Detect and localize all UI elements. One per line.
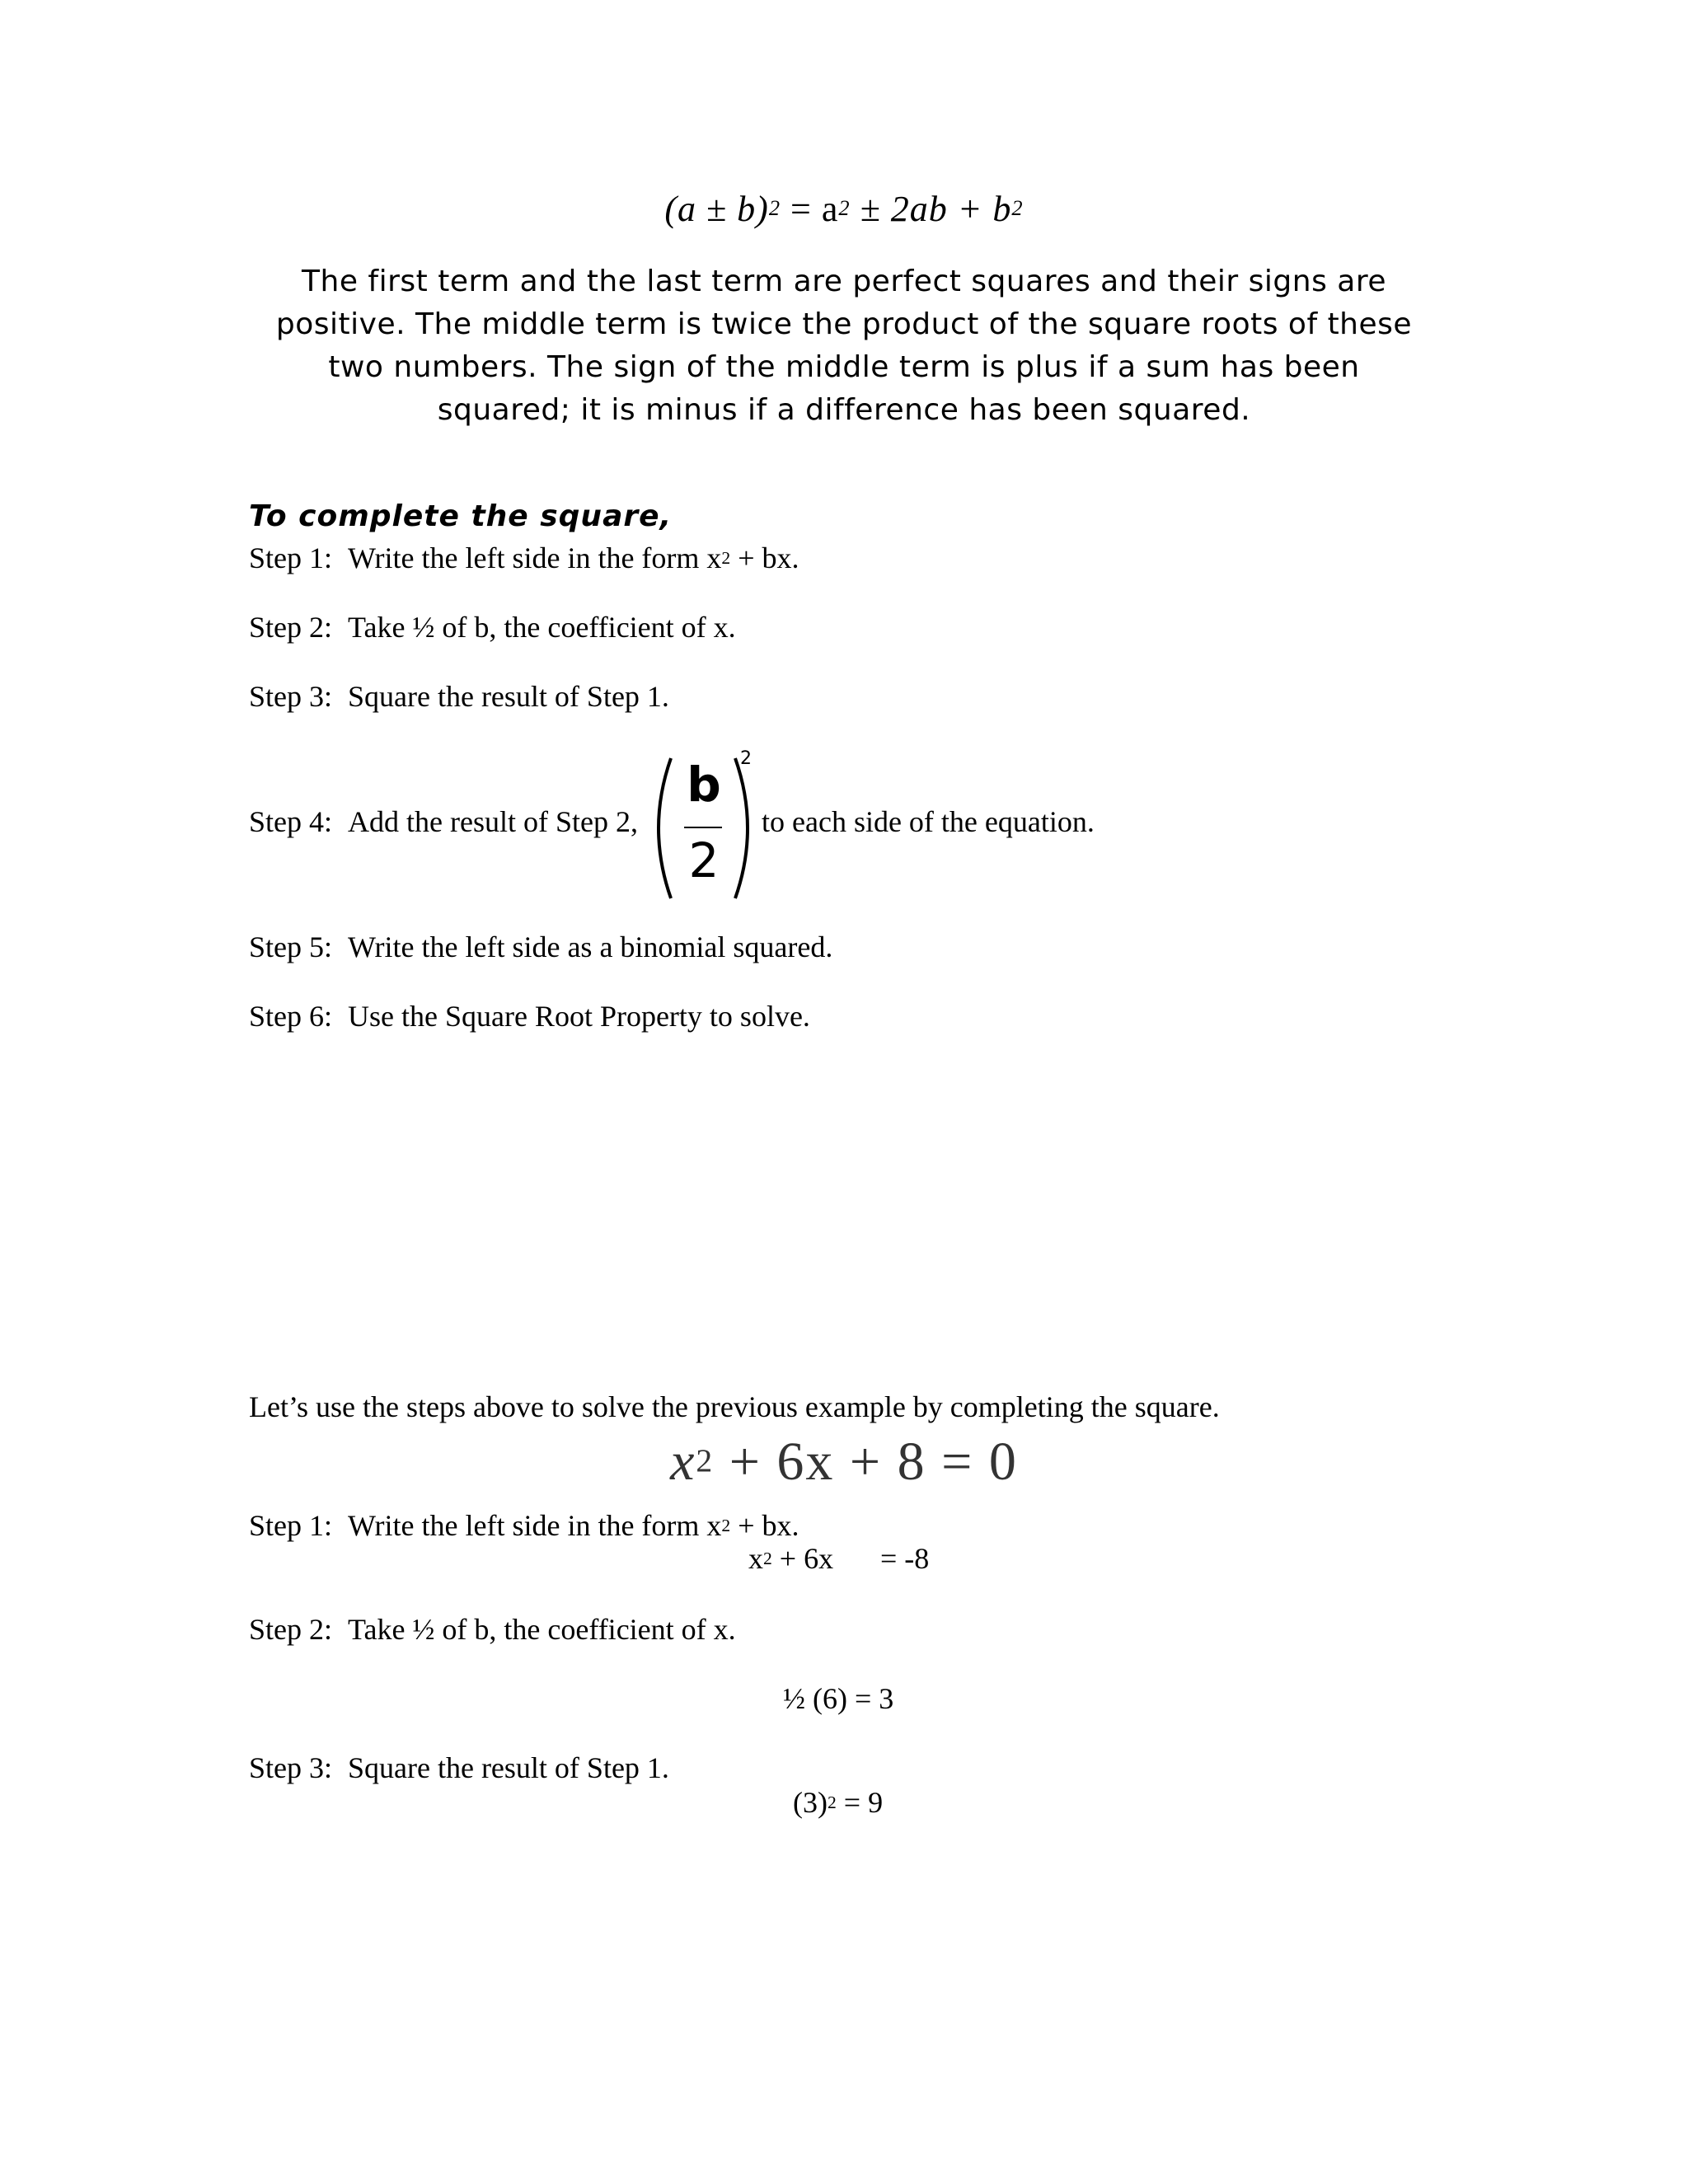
step-3: [249, 679, 669, 714]
step-1: [249, 541, 799, 575]
equation-base: x: [670, 1432, 696, 1492]
step-text: Use the Square Root Property to solve.: [348, 1000, 810, 1033]
step-text-after: + bx.: [730, 541, 799, 574]
step-text: Write the left side as a binomial squared.: [348, 930, 833, 963]
explanation-paragraph: The first term and the last term are perfect squares and their signs are positive. The middle term is twice the product of the square roots of these two numbers. The sign of the middle term is plus if a sum has been squared; it is minus if a difference has been squared.: [275, 265, 1413, 427]
example-step-1-work-right: = -8: [880, 1542, 930, 1575]
step-label: Step 2:: [249, 611, 333, 644]
example-intro: Let’s use the steps above to solve the previous example by completing the square.: [249, 1390, 1220, 1423]
fraction-numerator: b: [687, 757, 721, 813]
binomial-square-identity: [0, 188, 1688, 230]
identity-mid: = a: [781, 189, 839, 229]
work-sup: 2: [763, 1548, 772, 1568]
work-sup: 2: [827, 1792, 837, 1812]
section-heading: To complete the square,: [249, 499, 673, 533]
identity-sup: 2: [838, 195, 851, 221]
step-sup: 2: [721, 547, 731, 568]
step-6: [249, 999, 810, 1033]
step-4: [249, 804, 638, 839]
step-text: Write the left side in the form x: [348, 541, 722, 574]
example-step-2-work: ½ (6) = 3: [783, 1682, 894, 1715]
work-base: (3): [793, 1786, 828, 1819]
step-4-continuation: to each side of the equation.: [762, 805, 1095, 838]
step-text: Square the result of Step 1.: [348, 680, 669, 713]
step-text: Take ½ of b, the coefficient of x.: [348, 1613, 736, 1646]
step-sup: 2: [721, 1515, 731, 1535]
example-step-3-work: [793, 1785, 883, 1820]
work-var: x: [748, 1542, 763, 1575]
step-5: [249, 930, 832, 964]
step-label: Step 3:: [249, 680, 333, 713]
equation-rest: + 6x + 8 = 0: [714, 1432, 1018, 1492]
step-label: Step 5:: [249, 930, 333, 963]
example-step-3: [249, 1750, 669, 1785]
work-mid: + 6x: [771, 1542, 834, 1575]
work-rest: = 9: [836, 1786, 884, 1819]
step-label: Step 3:: [249, 1751, 333, 1784]
step-label: Step 6:: [249, 1000, 333, 1033]
fraction-denominator: 2: [688, 832, 720, 888]
example-step-2: [249, 1612, 736, 1647]
step-text: Square the result of Step 1.: [348, 1751, 669, 1784]
fraction-exponent: 2: [740, 748, 752, 769]
step-2: [249, 610, 736, 644]
example-equation: [0, 1431, 1688, 1493]
equation-sup: 2: [696, 1442, 715, 1479]
step-label: Step 1:: [249, 541, 333, 574]
step-label: Step 2:: [249, 1613, 333, 1646]
step-text-after: + bx.: [730, 1509, 799, 1542]
step-label: Step 4:: [249, 805, 333, 838]
example-step-1: [249, 1508, 799, 1543]
identity-rest: ± 2ab + b: [850, 189, 1012, 229]
b-over-2-squared: [643, 750, 758, 907]
identity-sup: 2: [1011, 195, 1024, 221]
step-label: Step 1:: [249, 1509, 333, 1542]
step-text: Add the result of Step 2,: [348, 805, 638, 838]
step-text: Take ½ of b, the coefficient of x.: [348, 611, 736, 644]
identity-open: (a ± b): [664, 189, 769, 229]
step-text: Write the left side in the form x: [348, 1509, 722, 1542]
example-step-1-work-left: [748, 1541, 833, 1576]
identity-sup: 2: [768, 195, 781, 221]
